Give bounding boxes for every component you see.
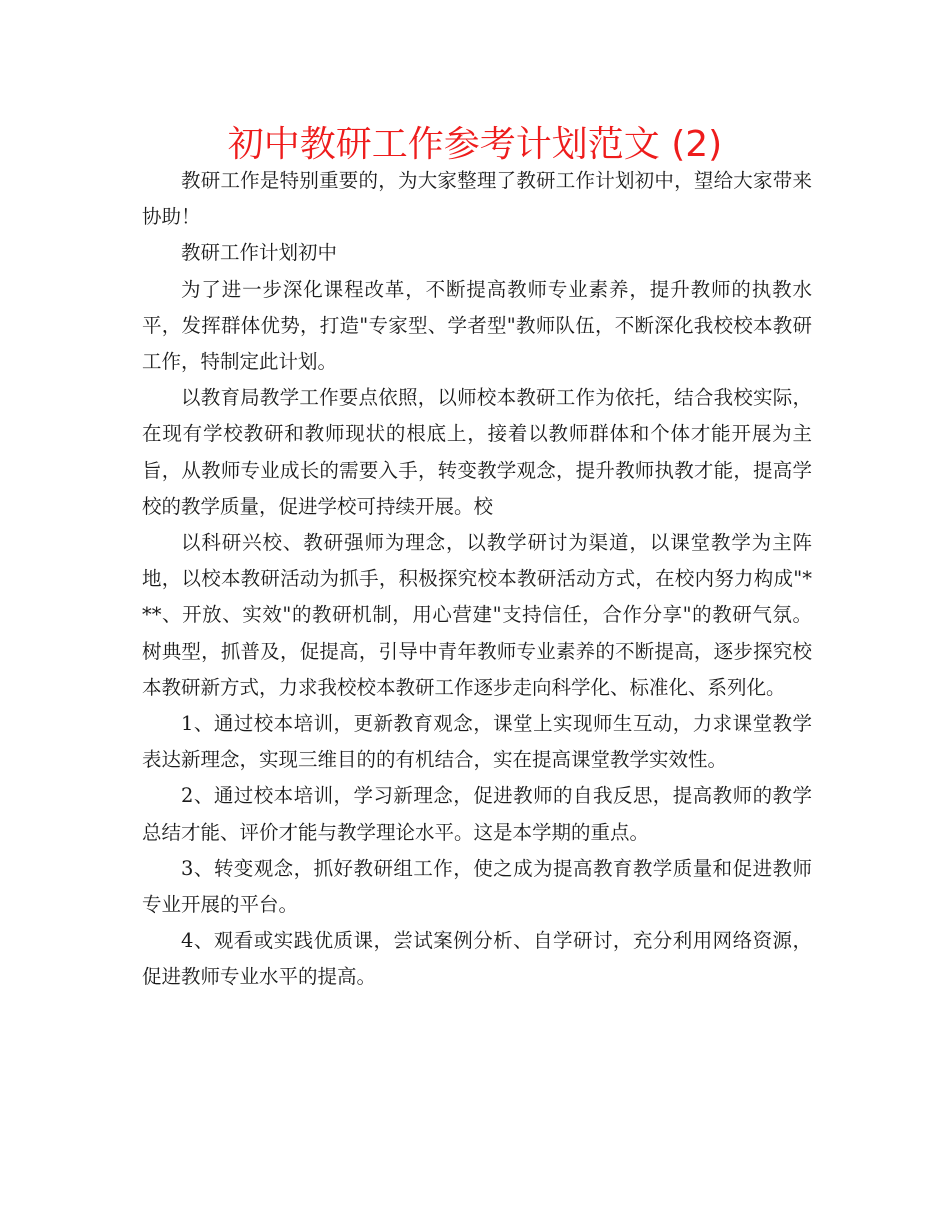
paragraph-goal-3: 3、转变观念，抓好教研组工作，使之成为提高教育教学质量和促进教师专业开展的平台。 <box>142 856 812 917</box>
paragraph-purpose: 为了进一步深化课程改革，不断提高教师专业素养，提升教师的执教水平，发挥群体优势，打造"专家型、学者型"教师队伍，不断深化我校校本教研工作，特制定此计划。 <box>142 277 812 374</box>
paragraph-intro: 教研工作是特别重要的，为大家整理了教研工作计划初中，望给大家带来协助！ <box>142 169 812 229</box>
paragraph-philosophy: 以科研兴校、教研强师为理念，以教学研讨为渠道，以课堂教学为主阵地，以校本教研活动为抓手，积极探究校本教研活动方式，在校内努力构成"***、开放、实效"的教研机制，用心营建"支持信任，合作分享"的教研气氛。树典型，抓普及，促提高，引导中青年教师专业素养的不断提高，逐步探究校本教研新方式，力求我校校本教研工作逐步走向科学化、标准化、系列化。 <box>142 531 812 699</box>
paragraph-subheading: 教研工作计划初中 <box>181 241 338 265</box>
paragraph-goal-1: 1、通过校本培训，更新教育观念，课堂上实现师生互动，力求课堂教学表达新理念，实现三维目的的有机结合，实在提高课堂教学实效性。 <box>142 712 812 772</box>
paragraph-goal-2: 2、通过校本培训，学习新理念，促进教师的自我反思，提高教师的教学总结才能、评价才能与教学理论水平。这是本学期的重点。 <box>142 784 812 844</box>
document-body <box>142 163 812 996</box>
paragraph-goal-4: 4、观看或实践优质课，尝试案例分析、自学研讨，充分利用网络资源，促进教师专业水平的提高。 <box>142 929 812 989</box>
paragraph-basis: 以教育局教学工作要点依照，以师校本教研工作为依托，结合我校实际，在现有学校教研和教师现状的根底上，接着以教师群体和个体才能开展为主旨，从教师专业成长的需要入手，转变教学观念，提升教师执教才能，提高学校的教学质量，促进学校可持续开展。校 <box>142 386 812 518</box>
document-title: 初中教研工作参考计划范文 (2) <box>227 124 723 165</box>
